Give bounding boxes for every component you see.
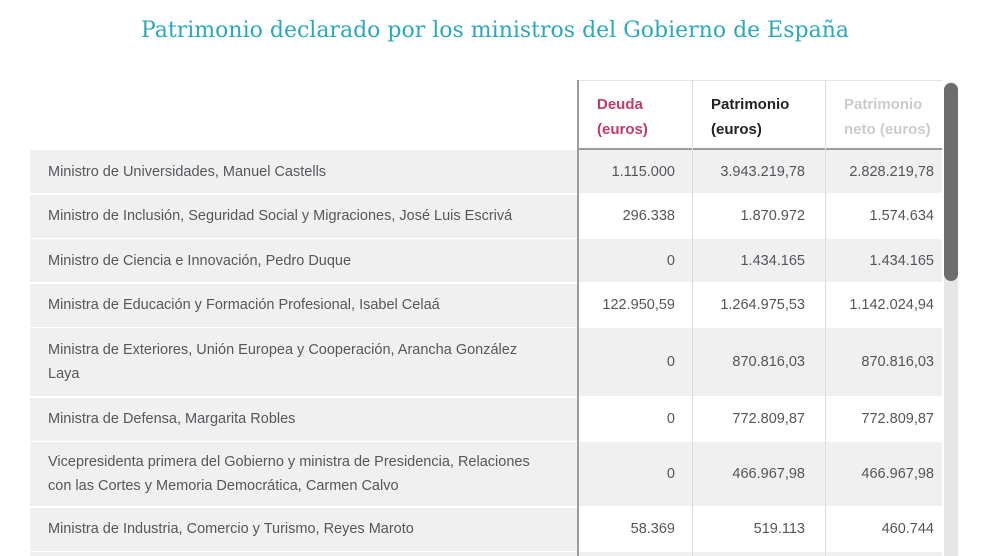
deuda-value-cell: 1.115.000 (578, 150, 692, 193)
patrimonio-value-cell: 3.943.219,78 (692, 150, 825, 193)
patrimonio-neto-value-cell: 1.142.024,94 (825, 284, 942, 327)
deuda-column-header: Deuda (euros) (578, 80, 692, 150)
table-row (30, 150, 958, 193)
table-row (30, 398, 958, 441)
patrimonio-value-cell: 1.870.972 (692, 195, 825, 238)
patrimonio-value-cell: 466.967,98 (692, 442, 825, 506)
deuda-value-cell: 122.950,59 (578, 284, 692, 327)
deuda-value-cell: 0 (578, 328, 692, 396)
patrimonio-neto-value-cell (825, 552, 942, 556)
patrimonio-neto-value-cell: 870.816,03 (825, 328, 942, 396)
minister-name-cell: Ministra de Exteriores, Unión Europea y Cooperación, Arancha González Laya (30, 328, 578, 396)
patrimonio-neto-value-cell: 1.574.634 (825, 195, 942, 238)
minister-name-cell (30, 552, 578, 556)
column-divider-dark (577, 80, 579, 556)
header-bottom-border (578, 148, 942, 150)
deuda-value-cell: 0 (578, 398, 692, 441)
patrimonio-neto-value-cell: 1.434.165 (825, 239, 942, 282)
minister-name-cell: Ministra de Educación y Formación Profesional, Isabel Celaá (30, 284, 578, 327)
table-row (30, 442, 958, 506)
minister-name-cell: Ministra de Industria, Comercio y Turismo, Reyes Maroto (30, 508, 578, 551)
vertical-scrollbar-track[interactable] (944, 82, 958, 556)
patrimonio-neto-value-cell: 460.744 (825, 508, 942, 551)
minister-name-cell: Ministro de Ciencia e Innovación, Pedro Duque (30, 239, 578, 282)
table-row (30, 328, 958, 396)
patrimonio-value-cell: 1.264.975,53 (692, 284, 825, 327)
table-row (30, 508, 958, 551)
table-row-partially-visible (30, 552, 958, 556)
patrimonio-value-cell: 772.809,87 (692, 398, 825, 441)
minister-name-cell: Ministro de Universidades, Manuel Castells (30, 150, 578, 193)
patrimonio-value-cell: 519.113 (692, 508, 825, 551)
ministers-table (30, 80, 958, 556)
column-divider (692, 80, 693, 556)
patrimonio-value-cell: 1.434.165 (692, 239, 825, 282)
chart-title: Patrimonio declarado por los ministros del Gobierno de España (140, 18, 850, 43)
vertical-scrollbar-thumb[interactable] (944, 83, 958, 281)
table-row (30, 284, 958, 327)
minister-name-cell: Vicepresidenta primera del Gobierno y ministra de Presidencia, Relaciones con las Cortes y Memoria Democrática, Carmen Calvo (30, 442, 578, 506)
column-divider (825, 80, 826, 556)
patrimonio-neto-value-cell: 466.967,98 (825, 442, 942, 506)
patrimonio-neto-value-cell: 772.809,87 (825, 398, 942, 441)
name-column-header (30, 80, 578, 150)
header-top-border (578, 80, 942, 81)
deuda-value-cell (578, 552, 692, 556)
patrimonio-value-cell (692, 552, 825, 556)
minister-name-cell: Ministra de Defensa, Margarita Robles (30, 398, 578, 441)
deuda-value-cell: 296.338 (578, 195, 692, 238)
table-row (30, 239, 958, 282)
patrimonio-neto-column-header: Patrimonio neto (euros) (825, 80, 942, 150)
deuda-value-cell: 0 (578, 442, 692, 506)
patrimonio-value-cell: 870.816,03 (692, 328, 825, 396)
minister-name-cell: Ministro de Inclusión, Seguridad Social y Migraciones, José Luis Escrivá (30, 195, 578, 238)
deuda-value-cell: 0 (578, 239, 692, 282)
patrimonio-column-header: Patrimonio (euros) (692, 80, 825, 150)
table-row (30, 195, 958, 238)
deuda-value-cell: 58.369 (578, 508, 692, 551)
table-header-row (30, 80, 958, 150)
patrimonio-neto-value-cell: 2.828.219,78 (825, 150, 942, 193)
